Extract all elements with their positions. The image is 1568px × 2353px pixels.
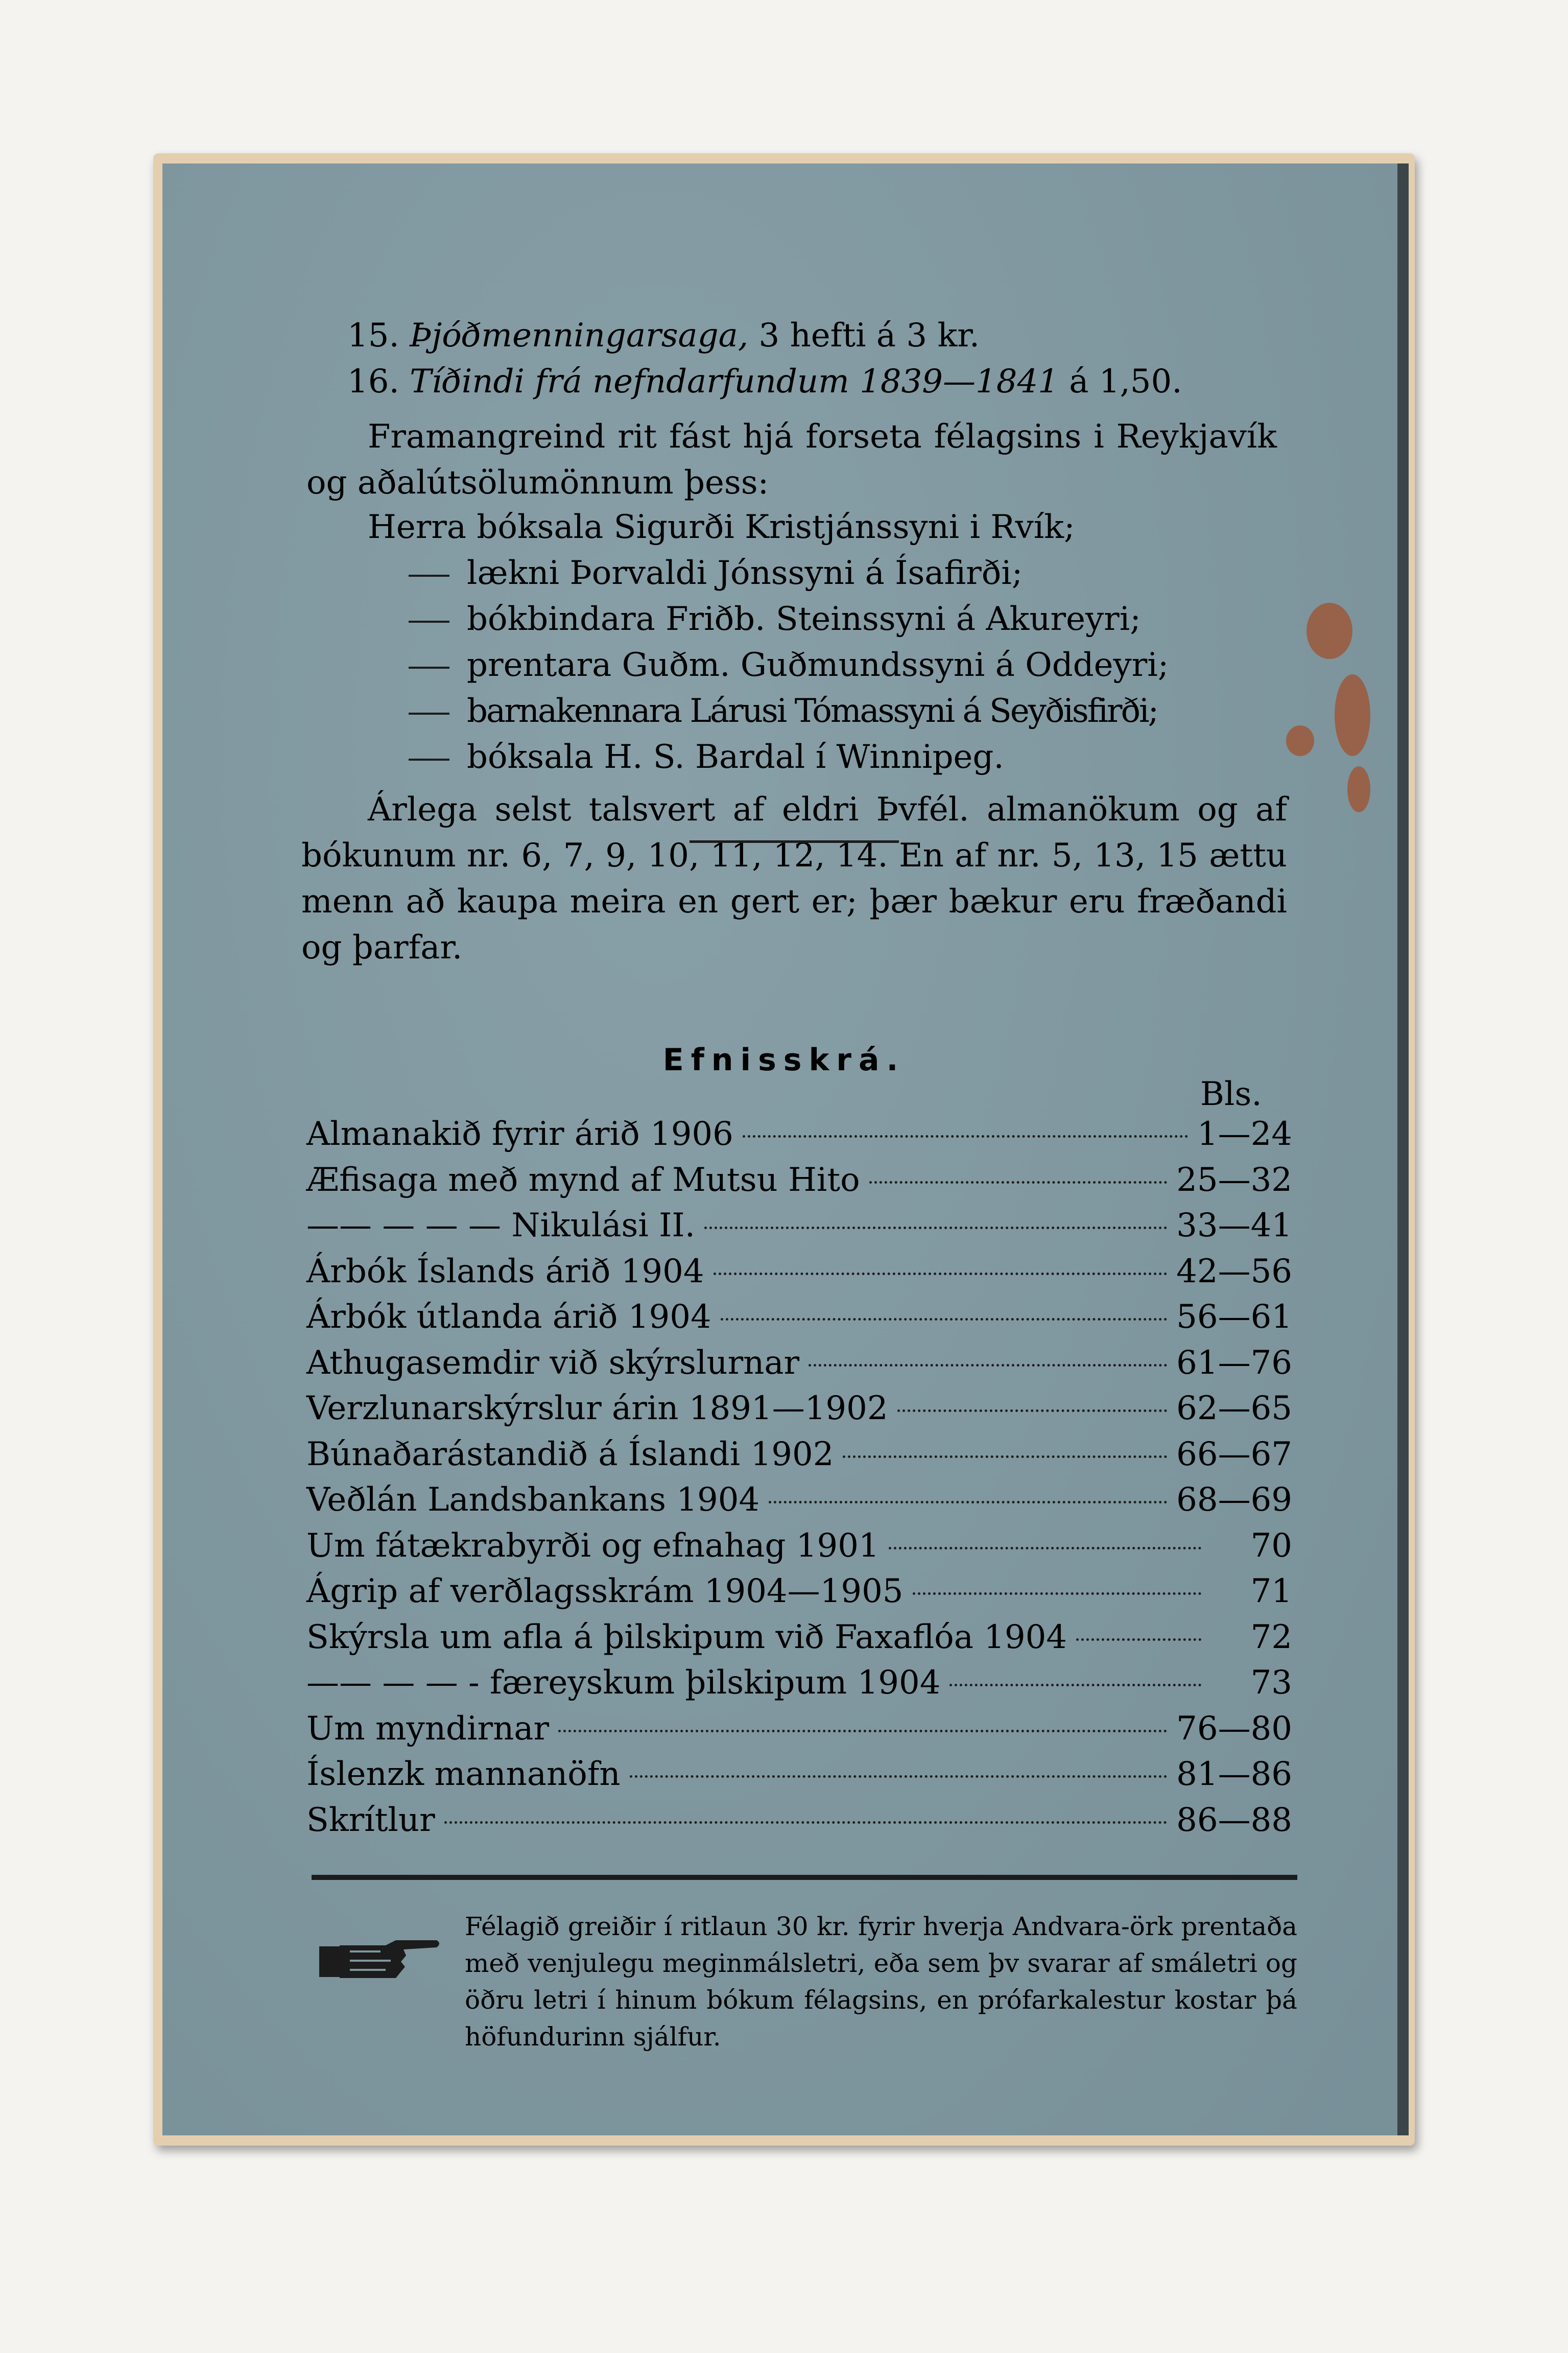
toc-entry-pages: 56—61 bbox=[1176, 1298, 1292, 1336]
toc-entry-title: Skrítlur bbox=[306, 1801, 435, 1839]
dot-leader bbox=[913, 1592, 1202, 1595]
toc-entry-pages: 33—41 bbox=[1176, 1207, 1292, 1244]
toc-entry bbox=[306, 1797, 1292, 1843]
toc-entry bbox=[306, 1614, 1292, 1660]
toc-heading: Efnisskrá. bbox=[662, 1042, 906, 1078]
toc-entry-pages: 62—65 bbox=[1176, 1390, 1292, 1427]
agent-name: bóksala H. S. Bardal í Winnipeg. bbox=[467, 738, 1004, 776]
toc-entry-pages: 66—67 bbox=[1176, 1435, 1292, 1473]
book-title: Tíðindi frá nefndarfundum 1839—1841 bbox=[410, 363, 1059, 401]
toc-entry-title: Almanakið fyrir árið 1906 bbox=[306, 1115, 733, 1153]
toc-entry-title: Árbók Íslands árið 1904 bbox=[306, 1252, 704, 1290]
dot-leader bbox=[897, 1409, 1168, 1412]
agent-name: barnakennara Lárusi Tómassyni á Seyðisfirði; bbox=[467, 692, 1158, 730]
toc-entry-pages: 72 bbox=[1250, 1618, 1292, 1656]
dot-leader bbox=[869, 1181, 1168, 1184]
toc-entry bbox=[306, 1751, 1292, 1797]
toc-entry-pages: 71 bbox=[1250, 1572, 1292, 1610]
toc-entry-title: —— — — — Nikulási II. bbox=[306, 1207, 696, 1244]
toc-entry-pages: 73 bbox=[1250, 1664, 1292, 1702]
toc-entry bbox=[306, 1385, 1292, 1431]
dot-leader bbox=[809, 1364, 1167, 1367]
toc-entry bbox=[306, 1523, 1292, 1569]
dot-leader bbox=[743, 1135, 1188, 1138]
toc-entry-title: Veðlán Landsbankans 1904 bbox=[306, 1481, 760, 1519]
book-title: Þjóðmenningarsaga, bbox=[410, 317, 749, 355]
dot-leader bbox=[889, 1547, 1201, 1549]
stain bbox=[1347, 766, 1370, 812]
dot-leader bbox=[704, 1227, 1167, 1229]
agent-line bbox=[409, 646, 1169, 684]
dot-leader bbox=[630, 1775, 1168, 1778]
toc-entry-title: Æfisaga með mynd af Mutsu Hito bbox=[306, 1161, 860, 1199]
toc-entry bbox=[306, 1340, 1292, 1386]
toc-entry-pages: 25—32 bbox=[1176, 1161, 1292, 1199]
item-price: á 1,50. bbox=[1069, 363, 1182, 401]
toc-entry-title: Um fátækrabyrði og efnahag 1901 bbox=[306, 1526, 880, 1565]
toc-entry-title: Íslenzk mannanöfn bbox=[306, 1755, 621, 1793]
dot-leader bbox=[1076, 1638, 1201, 1641]
toc-entry-pages: 76—80 bbox=[1176, 1709, 1292, 1748]
dot-leader bbox=[721, 1318, 1167, 1321]
dot-leader bbox=[558, 1730, 1167, 1732]
paragraph-sales: Árlega selst talsvert af eldri Þvfél. almanökum og af bókunum nr. 6, 7, 9, 10, 11, 12, 14. En af nr. 5, 13, 15 ættu menn að kaupa meira en gert er; þær bækur eru fræðandi og þarfar. bbox=[301, 791, 1287, 967]
dot-leader bbox=[949, 1684, 1201, 1686]
agent-line bbox=[409, 554, 1023, 592]
toc-entry-pages: 70 bbox=[1250, 1526, 1292, 1565]
paragraph-distributors: Framangreind rit fást hjá forseta félagsins i Reykjavík og aðalútsölumönnum þess: bbox=[306, 418, 1277, 502]
dot-leader bbox=[444, 1821, 1167, 1824]
toc-entry bbox=[306, 1431, 1292, 1477]
stain bbox=[1335, 674, 1370, 756]
toc-entry bbox=[306, 1203, 1292, 1249]
dot-leader bbox=[769, 1501, 1167, 1503]
toc-entry bbox=[306, 1477, 1292, 1523]
dot-leader bbox=[714, 1273, 1168, 1275]
toc-entry-title: Búnaðarástandið á Íslandi 1902 bbox=[306, 1435, 834, 1473]
toc-entry bbox=[306, 1111, 1292, 1157]
toc-entry-pages: 42—56 bbox=[1176, 1252, 1292, 1290]
agent-line bbox=[409, 600, 1141, 638]
stain bbox=[1286, 725, 1314, 756]
item-number: 16. bbox=[347, 363, 399, 401]
toc-entry-title: Ágrip af verðlagsskrám 1904—1905 bbox=[306, 1572, 904, 1610]
toc-entry bbox=[306, 1294, 1292, 1340]
agent-name: lækni Þorvaldi Jónssyni á Ísafirði; bbox=[467, 554, 1023, 592]
toc-entry-title: Verzlunarskýrslur árin 1891—1902 bbox=[306, 1390, 888, 1427]
item-price: 3 hefti á 3 kr. bbox=[758, 317, 980, 355]
agent-line bbox=[409, 738, 1004, 776]
toc-entry-title: Skýrsla um afla á þilskipum við Faxaflóa 1904 bbox=[306, 1618, 1067, 1656]
toc-entry-title: Árbók útlanda árið 1904 bbox=[306, 1298, 711, 1336]
toc-entry-pages: 86—88 bbox=[1176, 1801, 1292, 1839]
toc-entry-title: —— — — - færeyskum þilskipum 1904 bbox=[306, 1664, 941, 1702]
item-number: 15. bbox=[347, 317, 399, 355]
item-16 bbox=[347, 363, 1182, 401]
toc-entry-pages: 61—76 bbox=[1176, 1344, 1292, 1382]
agent-name: bókbindara Friðb. Steinssyni á Akureyri; bbox=[467, 600, 1141, 638]
toc-entry-title: Um myndirnar bbox=[306, 1709, 550, 1748]
toc-entry bbox=[306, 1157, 1292, 1203]
toc-entry bbox=[306, 1249, 1292, 1295]
pointing-hand-icon bbox=[319, 1931, 442, 1987]
divider bbox=[312, 1875, 1297, 1880]
toc-entry bbox=[306, 1568, 1292, 1614]
dot-leader bbox=[843, 1455, 1167, 1458]
agent-name: prentara Guðm. Guðmundssyni á Oddeyri; bbox=[467, 646, 1169, 684]
toc-entry-pages: 68—69 bbox=[1176, 1481, 1292, 1519]
toc-entry bbox=[306, 1660, 1292, 1706]
stain bbox=[1306, 603, 1352, 659]
item-15 bbox=[347, 317, 980, 355]
toc-entry-pages: 1—24 bbox=[1197, 1115, 1292, 1153]
toc-entry-pages: 81—86 bbox=[1176, 1755, 1292, 1793]
footnote: Félagið greiðir í ritlaun 30 kr. fyrir hverja Andvara-örk prentaða með venjulegu meginmálsletri, eða sem þv svarar af smáletri og öðru letri í hinum bókum félagsins, en prófarkalestur kostar þá höfundurinn sjálfur. bbox=[465, 1912, 1297, 2052]
toc-entry bbox=[306, 1706, 1292, 1752]
divider bbox=[690, 840, 899, 843]
toc-entry-title: Athugasemdir við skýrslurnar bbox=[306, 1344, 800, 1382]
toc-page-header: Bls. bbox=[1200, 1075, 1262, 1113]
agent-line bbox=[409, 692, 1158, 730]
agent-line: Herra bóksala Sigurði Kristjánssyni i Rvík; bbox=[368, 508, 1075, 546]
